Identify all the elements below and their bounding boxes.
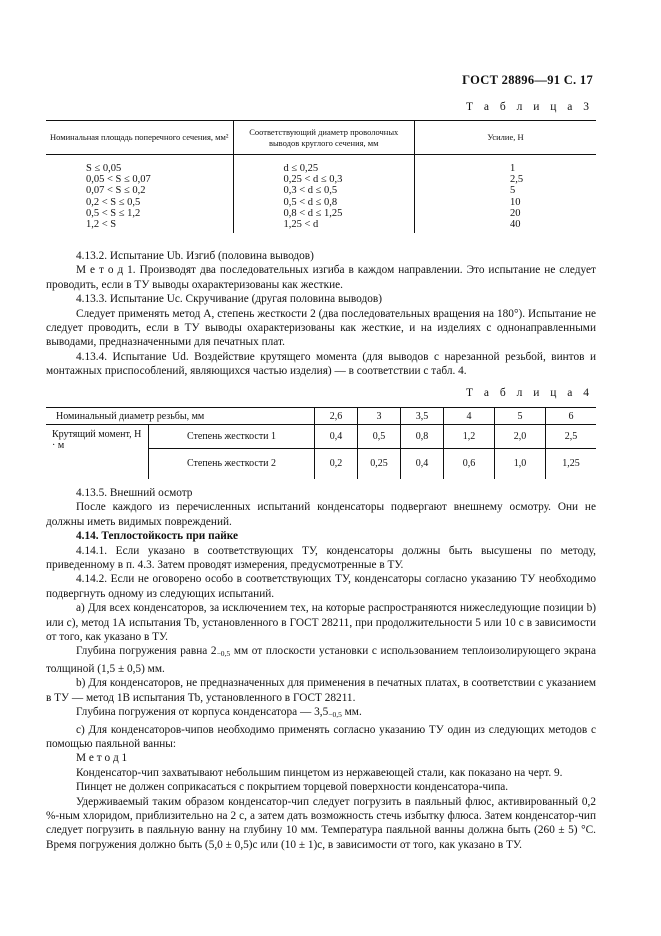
page-header: ГОСТ 28896—91 С. 17 [462,73,593,87]
table3-cell: 1,2 < S [86,219,117,231]
section-heading: 4.14. Теплостойкость при пайке [76,530,239,543]
paragraph: c) Для конденсаторов-чипов необходимо применять согласно указанию ТУ один из следующих методов с помощью паяльной ванны: [46,723,596,750]
table4-row-label: Крутящий момент, Н · м [46,425,149,479]
table-3 [46,120,596,233]
table3-cell: 0,07 < S ≤ 0,2 [86,185,146,197]
table4-cell: 0,8 [401,425,444,449]
table3-caption: Т а б л и ц а 3 [465,101,593,113]
tolerance-subscript: −0,5 [216,649,231,659]
paragraph [46,705,596,722]
paragraph: a) Для всех конденсаторов, за исключением тех, на которые распространяются нижеследующие позиции b) или c), метод 1А испытания Tb, установленного в ГОСТ 28211, при продолжительности 5 или 10 с в зависимости от того, как указано в ТУ. [46,602,596,644]
table4-cell: 0,4 [401,449,444,479]
table4-cell: 0,5 [358,425,401,449]
table4-diameter: 6 [546,408,597,425]
paragraph: Удерживаемый таким образом конденсатор-чип следует погрузить в паяльный флюс, активированный 0,2 %-ным хлоридом, приблизительно на 2 с, а затем дать возможность стечь избытку флюса. Затем конденсатор-чип следует погрузить в паяльную ванну на глубину 10 мм. Температура паяльной ванны должна быть (260 ± 5) °С. Время погружения должно быть (5,0 ± 0,5)с или (10 ± 1)с, в зависимости от того, как указано в ТУ. [46,795,596,851]
table4-cell: 0,25 [358,449,401,479]
table3-cell: 0,8 < d ≤ 1,25 [283,207,343,219]
text: Глубина погружения равна 2 [76,645,217,658]
table3-cell: 20 [510,207,521,219]
table4-diameter: 4 [444,408,495,425]
table3-cell: 0,05 < S ≤ 0,07 [86,174,151,186]
paragraph [46,644,596,676]
paragraph: 4.13.4. Испытание Ud. Воздействие крутящего момента (для выводов с нарезанной резьбой, винтов и монтажных приспособлений, являющихся частью изделия) — в соответствии с табл. 4. [46,350,596,378]
paragraph: 4.14.1. Если указано в соответствующих ТУ, конденсаторы должны быть высушены по методу, приведенному в п. 4.3. Затем проводят измерения, предусмотренные в ТУ. [46,544,596,572]
paragraph: 4.13.3. Испытание Uc. Скручивание (другая половина выводов) [76,293,382,306]
table3-cell: S ≤ 0,05 [86,163,122,174]
paragraph: 4.13.2. Испытание Ub. Изгиб (половина выводов) [76,250,314,262]
paragraph: 4.14.2. Если не оговорено особо в соответствующих ТУ, конденсаторы согласно указанию ТУ необходимо подвергнуть одному из следующих испытаний. [46,573,596,600]
table4-header-label: Номинальный диаметр резьбы, мм [46,408,315,425]
table3-force-column [415,155,597,234]
table4-diameter: 3 [358,408,401,425]
table4-caption: Т а б л и ц а 4 [465,387,593,399]
text: мм. [341,706,362,719]
text: мм от плоскости установки с использованием теплоизолирующего экрана толщиной (1,5 ± 0,5) мм. [46,645,596,675]
paragraph: Следует применять метод А, степень жесткости 2 (два последовательных вращения на 180°). Испытание не следует проводить, если в ТУ выводы охарактеризованы как жесткие, и на изделиях с однонаправленными выводами, предназначенными для печатных плат. [46,307,596,349]
table4-cell: 0,2 [315,449,358,479]
table3-cell: 1,25 < d [283,219,319,231]
table3-col2-header: Соответствующий диаметр проволочных выводов круглого сечения, мм [233,121,415,155]
table3-cell: 0,5 < d ≤ 0,8 [283,196,338,208]
table3-col3-header: Усилие, Н [415,121,597,155]
table4-diameter: 3,5 [401,408,444,425]
paragraph: Конденсатор-чип захватывают небольшим пинцетом из нержавеющей стали, как показано на черт. 9. [76,766,563,779]
table3-diameter-column [233,155,415,234]
table4-cell: 2,0 [495,425,546,449]
paragraph: Пинцет не должен соприкасаться с покрытием торцевой поверхности конденсатора-чипа. [76,781,509,794]
table3-cell: 40 [510,219,521,231]
table3-cell: 5 [510,185,516,197]
table3-cell: 10 [510,196,521,208]
table4-cell: 0,6 [444,449,495,479]
table3-cell: 0,3 < d ≤ 0,5 [283,185,338,197]
table4-cell: 2,5 [546,425,597,449]
table3-cell: 1 [510,163,516,174]
table4-degree-label: Степень жесткости 1 [149,425,315,449]
table4-cell: 0,4 [315,425,358,449]
paragraph: М е т о д 1. Производят два последовательных изгиба в каждом направлении. Это испытание не следует проводить, если в ТУ выводы охарактеризованы как жесткие. [46,264,596,291]
table3-cell: 2,5 [510,174,524,186]
table4-diameter: 5 [495,408,546,425]
table3-cell: 0,2 < S ≤ 0,5 [86,196,141,208]
section-4-13-text [46,249,596,379]
table3-cell: d ≤ 0,25 [283,163,319,174]
table4-cell: 1,2 [444,425,495,449]
method-heading: М е т о д 1 [76,752,128,765]
tolerance-subscript: −0,5 [328,710,342,720]
section-4-13-5-and-4-14-text [46,486,596,852]
text: Глубина погружения от корпуса конденсатора — 3,5 [76,706,329,719]
table3-cell: 0,5 < S ≤ 1,2 [86,207,141,219]
table3-area-column [46,155,233,234]
table4-diameter: 2,6 [315,408,358,425]
table4-degree-label: Степень жесткости 2 [149,449,315,479]
paragraph: 4.13.5. Внешний осмотр [76,487,193,499]
paragraph: b) Для конденсаторов, не предназначенных для применения в печатных платах, в соответствии с указанием в ТУ — метод 1В испытания Tb, установленного в ГОСТ 28211. [46,677,596,704]
table3-col1-header: Номинальная площадь поперечного сечения, мм² [46,121,233,155]
table-4 [46,407,596,479]
table4-cell: 1,0 [495,449,546,479]
table4-cell: 1,25 [546,449,597,479]
table3-cell: 0,25 < d ≤ 0,3 [283,174,343,186]
paragraph: После каждого из перечисленных испытаний конденсаторы подвергают внешнему осмотру. Они не должны иметь видимых повреждений. [46,501,596,528]
